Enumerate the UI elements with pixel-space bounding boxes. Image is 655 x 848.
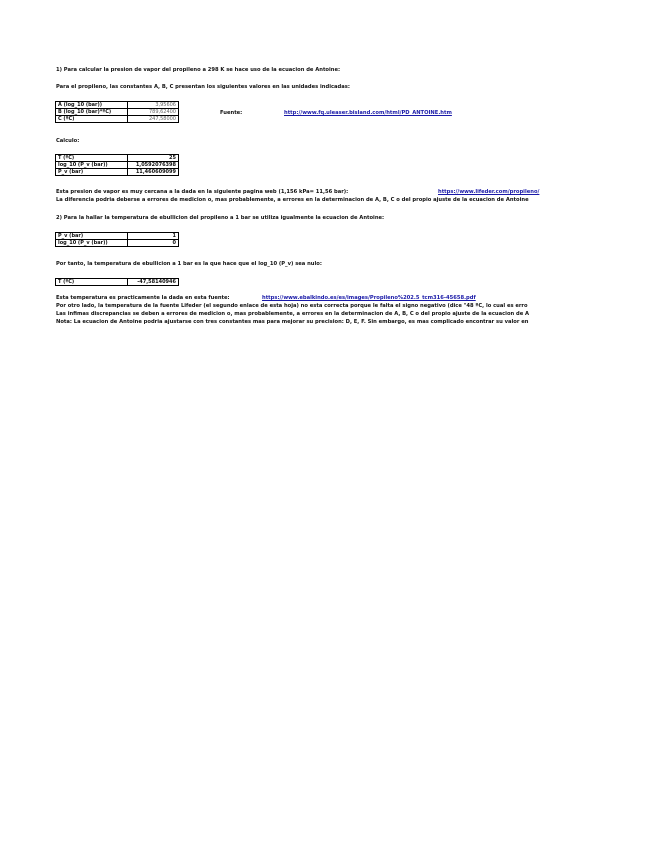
table-row [56,279,179,286]
pv-table [55,232,179,247]
result-t-label[interactable]: T (ºC) [56,279,128,286]
table-row [56,240,179,247]
lifeder-link[interactable]: https://www.lifeder.com/propileno/ [438,189,540,195]
pv-value[interactable]: 1 [128,233,179,240]
constant-a-value[interactable]: 3,95606 [128,102,179,109]
calc-pv-value[interactable]: 11,460609099 [128,169,179,176]
constants-table [55,101,179,123]
calc-t-value[interactable]: 25 [128,155,179,162]
table-row [56,155,179,162]
part2-line: 2) Para la hallar la temperatura de ebullicion del propileno a 1 bar se utiliza igualmente la ecuacion de Antoine: [56,215,385,221]
pv-label[interactable]: P_v (bar) [56,233,128,240]
table-row [56,109,179,116]
portanto-line: Por tanto, la temperatura de ebullicion a 1 bar es la que hace que el log_10 (P_v) sea nulo: [56,261,322,267]
result-t-value[interactable]: -47,58140946 [128,279,179,286]
result-table [55,278,179,286]
table-row [56,102,179,109]
pv-log-value[interactable]: 0 [128,240,179,247]
calc-t-label[interactable]: T (ºC) [56,155,128,162]
constant-b-label[interactable]: B (log_10 (bar)*ºC) [56,109,128,116]
constant-c-label[interactable]: C (ºC) [56,116,128,123]
constant-b-value[interactable]: 789,62400 [128,109,179,116]
constant-c-value[interactable]: 247,58000 [128,116,179,123]
constants-intro: Para el propileno, las constantes A, B, C presentan los siguientes valores en las unidades indicadas: [56,84,350,90]
comparison-line: Esta presion de vapor es muy cercana a la dada en la siguiente pagina web (1,156 kPa= 11,56 bar): [56,189,349,195]
calc-log-label[interactable]: log_10 (P_v (bar)) [56,162,128,169]
ebalkindo-link[interactable]: https://www.ebalkindo.es/es/images/Propileno%202.5_tcm316-45658.pdf [262,295,476,301]
lifeder-note-line: Por otro lado, la temperatura de la fuente Lifeder (el segundo enlace de esta hoja) no esta correcta porque le falta el signo negativo (dice "48 ºC, lo cual es erro [56,303,528,309]
note-line: Nota: La ecuacion de Antoine podria ajustarse con tres constantes mas para mejorar su precision: D, E, F. Sin embargo, es mas complicado encontrar su valor en [56,319,529,325]
fuente-label: Fuente: [220,110,243,116]
table-row [56,233,179,240]
final-source-line: Esta temperatura es practicamente la dada en esta fuente: [56,295,230,301]
table-row [56,116,179,123]
calc-log-value[interactable]: 1,0592076398 [128,162,179,169]
table-row [56,162,179,169]
fuente-link[interactable]: http://www.fq.uleaser.bisland.com/html/PD_ANTOINE.htm [284,110,452,116]
discrepancy-line: Las infimas discrepancias se deben a errores de medicion o, mas probablemente, a errores en la determinacion de A, B, C o del propio ajuste de la ecuacion de A [56,311,530,317]
intro-line: 1) Para calcular la presion de vapor del propileno a 298 K se hace uso de la ecuacion de Antoine: [56,67,341,73]
table-row [56,169,179,176]
calculo-heading: Calculo: [56,138,80,144]
constant-a-label[interactable]: A (log_10 (bar)) [56,102,128,109]
difference-line: La diferencia podria deberse a errores de medicion o, mas probablemente, a errores en la determinacion de A, B, C o del propio ajuste de la ecuacion de Antoine [56,197,529,203]
pv-log-label[interactable]: log_10 (P_v (bar)) [56,240,128,247]
calc-pv-label[interactable]: P_v (bar) [56,169,128,176]
calc-table [55,154,179,176]
